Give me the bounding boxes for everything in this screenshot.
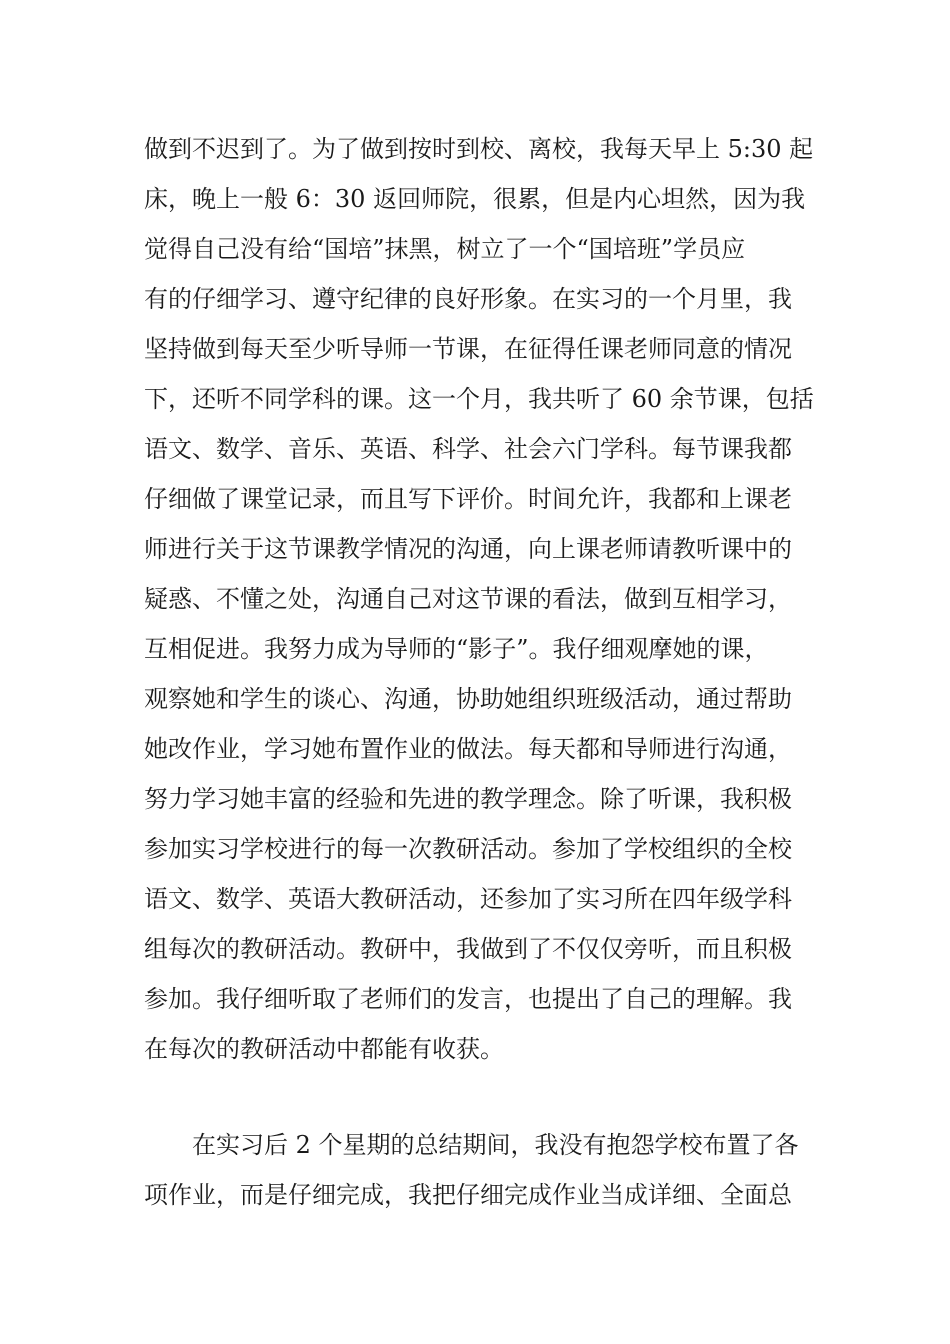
paragraph-1-line: 语文、数学、音乐、英语、科学、社会六门学科。每节课我都 (144, 435, 792, 463)
paragraph-2-line: 在实习后 2 个星期的总结期间，我没有抱怨学校布置了各 (192, 1131, 799, 1159)
paragraph-1-line: 疑惑、不懂之处，沟通自己对这节课的看法，做到互相学习， (144, 585, 792, 613)
paragraph-1-line: 努力学习她丰富的经验和先进的教学理念。除了听课，我积极 (144, 785, 792, 813)
paragraph-1-line: 组每次的教研活动。教研中，我做到了不仅仅旁听，而且积极 (144, 935, 792, 963)
paragraph-1-line: 她改作业，学习她布置作业的做法。每天都和导师进行沟通， (144, 735, 792, 763)
paragraph-1-line: 参加。我仔细听取了老师们的发言，也提出了自己的理解。我 (144, 985, 792, 1013)
paragraph-1-line: 觉得自己没有给“国培”抹黑，树立了一个“国培班”学员应 (144, 235, 746, 263)
paragraph-1-line: 有的仔细学习、遵守纪律的良好形象。在实习的一个月里，我 (144, 285, 792, 313)
paragraph-1-line: 在每次的教研活动中都能有收获。 (144, 1035, 504, 1063)
paragraph-1-line: 互相促进。我努力成为导师的“影子”。我仔细观摩她的课， (144, 635, 769, 663)
paragraph-1-line: 下，还听不同学科的课。这一个月，我共听了 60 余节课，包括 (144, 385, 814, 413)
paragraph-1-line: 语文、数学、英语大教研活动，还参加了实习所在四年级学科 (144, 885, 792, 913)
paragraph-1-line: 参加实习学校进行的每一次教研活动。参加了学校组织的全校 (144, 835, 792, 863)
paragraph-1-line: 坚持做到每天至少听导师一节课，在征得任课老师同意的情况 (144, 335, 792, 363)
paragraph-1-line: 师进行关于这节课教学情况的沟通，向上课老师请教听课中的 (144, 535, 792, 563)
paragraph-1-line: 做到不迟到了。为了做到按时到校、离校，我每天早上 5:30 起 (144, 135, 814, 163)
paragraph-1-line: 床，晚上一般 6：30 返回师院，很累，但是内心坦然，因为我 (144, 185, 806, 213)
paragraph-2-line: 项作业，而是仔细完成，我把仔细完成作业当成详细、全面总 (144, 1181, 792, 1209)
paragraph-1-line: 观察她和学生的谈心、沟通，协助她组织班级活动，通过帮助 (144, 685, 792, 713)
paragraph-1-line: 仔细做了课堂记录，而且写下评价。时间允许，我都和上课老 (144, 485, 792, 513)
